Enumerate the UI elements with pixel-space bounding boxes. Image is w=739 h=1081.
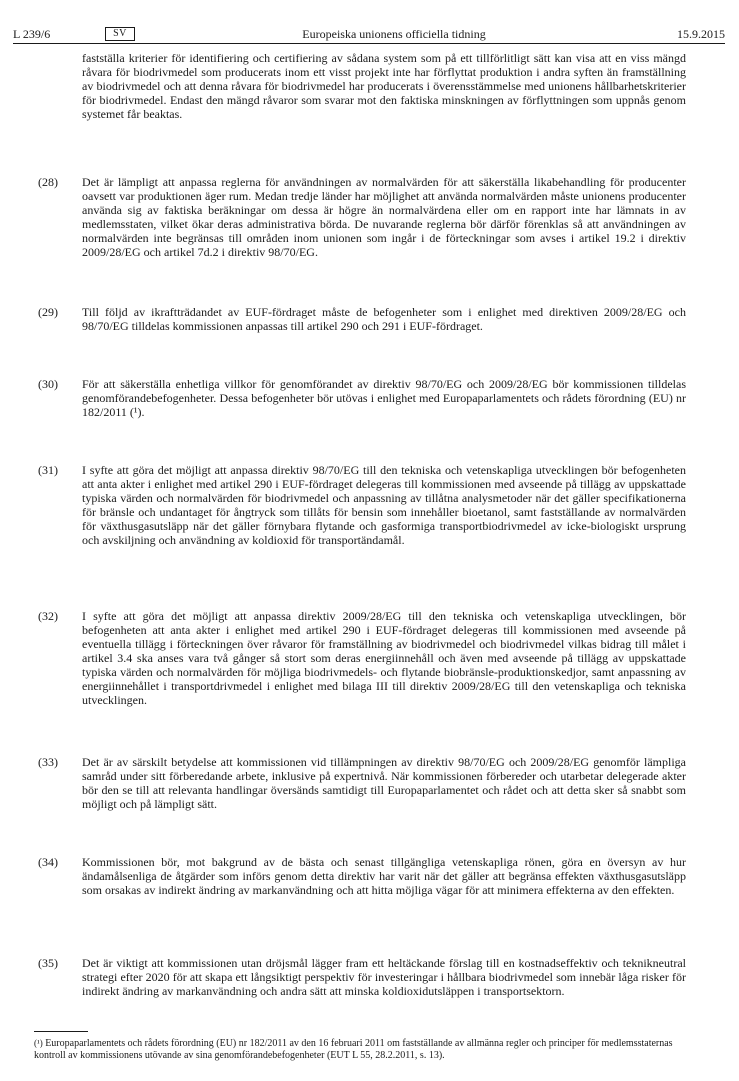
recital-35-text: Det är viktigt att kommissionen utan dröjsmål lägger fram ett heltäckande förslag till en kostnadseffektiv och teknikneutral strategi efter 2020 för att skapa ett långsiktigt perspektiv för investeringar i hållbara biodrivmedel som innebär låga risker för indirekt ändring av markanvändning och andra sätt att minska koldioxidutsläppen i transportsektorn. [82, 956, 686, 998]
paragraph-continuation: fastställa kriterier för identifiering och certifiering av sådana system som på ett tillförlitligt sätt kan visa att en viss mängd råvara för biodrivmedel som producerats inom ett visst projekt inte har förflyttat produktion i andra syften än framställning av biodrivmedel och att denna råvara för biodrivmedel har producerats i överensstämmelse med unionens hållbarhetskriterier för biodrivmedel. Endast den mängd råvaror som svarar mot den faktiska minskningen av förflyttningen som uppnås genom systemet får beaktas. [82, 51, 686, 121]
page-reference: L 239/6 [13, 27, 51, 41]
journal-title: Europeiska unionens officiella tidning [302, 27, 486, 41]
recital-29-text: Till följd av ikraftträdandet av EUF-fördraget måste de befogenheter som i enlighet med direktiven 2009/28/EG och 98/70/EG tilldelas kommissionen anpassas till artikel 290 och 291 i EUF-fördraget. [82, 305, 686, 333]
footnote-text: Europaparlamentets och rådets förordning (EU) nr 182/2011 av den 16 februari 2011 om fastställande av allmänna regler och principer för medlemsstaternas kontroll av kommissionens utövande av sina genomförandebefogenheter (EUT L 55, 28.2.2011, s. 13). [34, 1038, 673, 1061]
footnote [34, 1037, 694, 1062]
recital-number: (29) [38, 305, 58, 319]
recital-31-text: I syfte att göra det möjligt att anpassa direktiv 98/70/EG till den tekniska och vetenskapliga utvecklingen bör befogenheten att anta akter i enlighet med artikel 290 i EUF-fördraget delegeras till kommissionen med avseende på tillägg av uppskattade typiska värden och normalvärden för biodrivmedel och anpassning av tillåtna analysmetoder när det gäller specifikationerna för bränsle och undantaget för ångtryck som tillåts för bensin som innehåller bioetanol, samt fastställande av normalvärden för växthusgasutsläpp när det gäller förnybara flytande och gasformiga transportbiodrivmedel av icke-biologiskt ursprung och avskiljning och användning av koldioxid för transportändamål. [82, 463, 686, 547]
recital-32-text: I syfte att göra det möjligt att anpassa direktiv 2009/28/EG till den tekniska och vetenskapliga utvecklingen, bör befogenheten att anta akter i enlighet med artikel 290 i EUF-fördraget delegeras till kommissionen med avseende på eventuella tillägg i förteckningen över råvaror för framställning av biodrivmedel och biodrivmedel vilkas bidrag till målet i artikel 3.4 ska anses vara två gånger så stort som deras energiinnehåll och även med avseende på tillägg av uppskattade typiska värden och normalvärden för möjliga biodrivmedels- och flytande biobränsle-produktionskedjor, samt anpassning av energiinnehållet i transportdrivmedel i enlighet med bilaga III till direktiv 2009/28/EG till den vetenskapliga och tekniska utvecklingen. [82, 609, 686, 707]
recital-number: (35) [38, 956, 58, 970]
recital-number: (31) [38, 463, 58, 477]
recital-number: (33) [38, 755, 58, 769]
language-badge: SV [105, 27, 135, 41]
recital-number: (32) [38, 609, 58, 623]
recital-number: (28) [38, 175, 58, 189]
recital-33-text: Det är av särskilt betydelse att kommissionen vid tillämpningen av direktiv 98/70/EG och 2009/28/EG genomför lämpliga samråd under sitt förberedande arbete, inklusive på expertnivå. När kommissionen förbereder och utarbetar delegerade akter bör den se till att relevanta handlingar översänds samtidigt till Europaparlamentet och rådet och att detta sker så snabbt som möjligt och på lämpligt sätt. [82, 755, 686, 811]
publication-date: 15.9.2015 [677, 27, 725, 41]
recital-30-text: För att säkerställa enhetliga villkor för genomförandet av direktiv 98/70/EG och 2009/28/EG bör kommissionen tilldelas genomförandebefogenheter. Dessa befogenheter bör utövas i enlighet med Europaparlamentets och rådets förordning (EU) nr 182/2011 (¹). [82, 377, 686, 419]
page-header [13, 17, 725, 41]
recital-34-text: Kommissionen bör, mot bakgrund av de bästa och senast tillgängliga vetenskapliga rönen, göra en översyn av hur ändamålsenliga de åtgärder som införs genom detta direktiv har varit när det gäller att begränsa effekten växthusgasutsläpp som orsakas av indirekt ändring av markanvändning och att hitta möjliga vägar för att minimera effekterna av den effekten. [82, 855, 686, 897]
recital-number: (30) [38, 377, 58, 391]
recital-28-text: Det är lämpligt att anpassa reglerna för användningen av normalvärden för att säkerställa likabehandling för producenter oavsett var produktionen äger rum. Medan tredje länder har möjlighet att använda normalvärden måste unionens producenter använda sig av faktiska beräkningar om dessa är högre än normalvärdena eller om en rapport inte har lämnats in av medlemsstaten, vilket ökar deras administrativa börda. De nuvarande reglerna bör därför förenklas så att användningen av normalvärden inte begränsas till områden inom unionen som ingår i de förteckningar som avses i artikel 19.2 i direktiv 2009/28/EG och artikel 7d.2 i direktiv 98/70/EG. [82, 175, 686, 259]
footnote-mark: (¹) [34, 1038, 43, 1048]
footnote-rule [34, 1031, 88, 1032]
recital-number: (34) [38, 855, 58, 869]
header-rule [13, 43, 725, 44]
